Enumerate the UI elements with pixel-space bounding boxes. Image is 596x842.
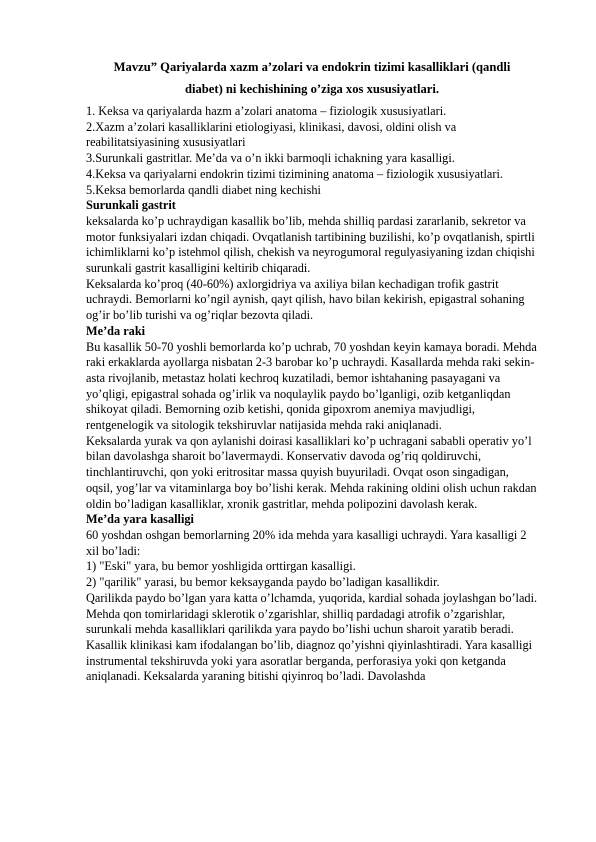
paragraph: Qarilikda paydo bo’lgan yara katta o’lchamda, yuqorida, kardial sohada joylashgan bo’ladi. Mehda qon tomirlaridagi sklerotik o’zgarishlar, shilliq pardadagi atrofik o’zgarishlar, surunkali mehda kasalliklari qarilikda yara paydo bo’lishi uchun sharoit yaratib beradi. [86,590,538,637]
paragraph: Keksalarda ko’proq (40-60%) axlorgidriya va axiliya bilan kechadigan trofik gastrit uchraydi. Bemorlarni ko’ngil aynish, qayt qilish, havo bilan kekirish, epigastral sohaning og’ir bo’lib turishi va og’riqlar bezovta qiladi. [86,276,525,323]
paragraph: 2.Xazm a’zolari kasalliklarini etiologiyasi, klinikasi, davosi, oldini olish va reabilitatsiyasining xususiyatlari [86,119,457,150]
document-title [86,56,538,100]
paragraph: Bu kasallik 50-70 yoshli bemorlarda ko’p uchrab, 70 yoshdan keyin kamaya boradi. Mehda raki erkaklarda ayollarga nisbatan 2-3 barobar ko’p uchraydi. Kasallarda mehda raki sekin-asta rivojlanib, metastaz holati kechroq kuzatiladi, bemor ishtahaning pasayagani va yo’qligi, epigastral sohada og’irlik va noqulaylik paydo bo’lganligi, ozib ketganliqdan shikoyat qiladi. Bemorning ozib ketishi, qonida gipoxrom anemiya mavjudligi, rentgenelogik va sitologik tekshiruvlar natijasida mehda raki aniqlanadi. [86,339,537,433]
paragraph: Keksalarda yurak va qon aylanishi doirasi kasalliklari ko’p uchragani sababli operativ yo’l bilan davolashga sharoit bo’lavermaydi. Konservativ davoda og’riq qoldiruvchi, tinchlantiruvchi, qon yoki eritrositar massa quyish buyuriladi. Ovqat oson singadigan, oqsil, yog’lar va vitaminlarga boy bo’lishi kerak. Mehda rakining oldini olish uchun rakdan oldin bo’ladigan kasalliklar, xronik gastritlar, mehda polipozini davolash kerak. [86,433,537,511]
paragraph: 60 yoshdan oshgan bemorlarning 20% ida mehda yara kasalligi uchraydi. Yara kasalligi 2 xil bo’ladi: [86,527,527,558]
title-line-1: Mavzu” Qariyalarda xazm a’zolari va endokrin tizimi kasalliklari (qandli [113,60,511,74]
paragraph: 4.Keksa va qariyalarni endokrin tizimi tizimining anatoma – fiziologik xususiyatlari. [86,166,503,181]
paragraph: 1) "Eski" yara, bu bemor yoshligida orttirgan kasalligi. [86,559,356,574]
section-heading: Me’da yara kasalligi [86,512,194,527]
paragraph: 3.Surunkali gastritlar. Me’da va o’n ikki barmoqli ichakning yara kasalligi. [86,151,455,166]
paragraph: 1. Keksa va qariyalarda hazm a’zolari anatoma – fiziologik xususiyatlari. [86,104,447,118]
document-body [86,104,538,685]
paragraph: 2) "qarilik" yarasi, bu bemor keksayganda paydo bo’ladigan kasallikdir. [86,575,440,590]
paragraph: 5.Keksa bemorlarda qandli diabet ning kechishi [86,182,321,197]
paragraph: Kasallik klinikasi kam ifodalangan bo’lib, diagnoz qo’yishni qiyinlashtiradi. Yara kasalligi instrumental tekshiruvda yoki yara asoratlar berganda, perforasiya yoki qon ketganda aniqlanadi. Keksalarda yaraning bitishi qiyinroq bo’ladi. Davolashda [86,637,533,684]
section-heading: Me’da raki [86,323,146,338]
title-line-2: diabet) ni kechishining o’ziga xos xususiyatlari. [184,82,439,96]
paragraph: keksalarda ko’p uchraydigan kasallik bo’lib, mehda shilliq pardasi zararlanib, sekretor va motor funksiyalari izdan chiqadi. Ovqatlanish tartibining buzilishi, ko’p ovqatlanish, spirtli ichimliklarni ko’p istehmol qilish, chekish va neyrogumoral regulyasiyaning izdan chiqishi surunkali gastrit kasalligini keltirib chiqaradi. [86,213,535,276]
document-page [86,56,538,685]
section-heading: Surunkali gastrit [86,198,176,213]
